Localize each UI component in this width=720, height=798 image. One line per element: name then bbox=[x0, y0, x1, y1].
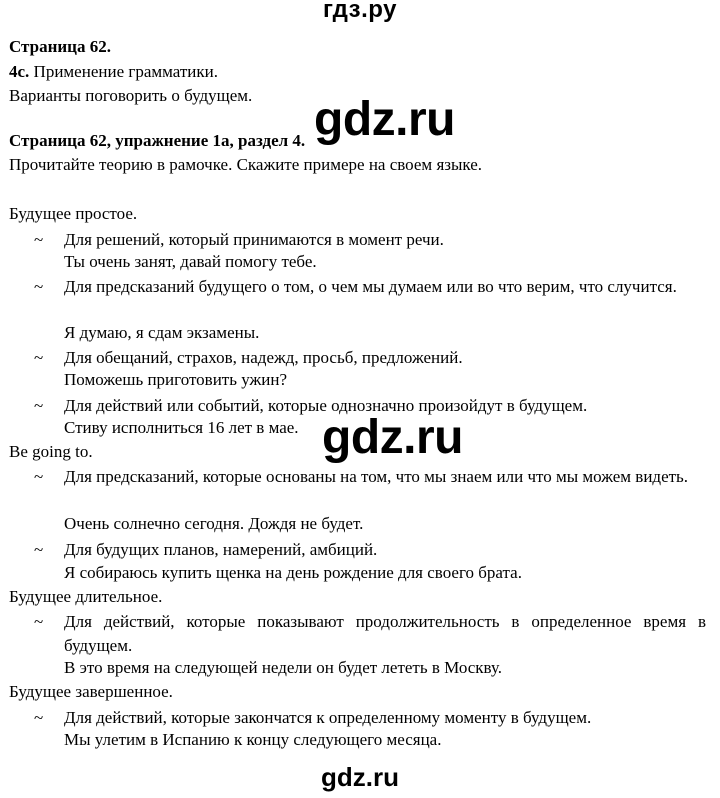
lesson-number: 4c. bbox=[9, 62, 30, 81]
rule-item: Для действий, которые показывают продолжительность в определенное время в будущем. bbox=[64, 612, 706, 655]
watermark-middle-2: gdz.ru bbox=[322, 411, 463, 464]
bullet-tilde: ~ bbox=[34, 348, 44, 367]
section-heading-future-simple: Будущее простое. bbox=[9, 204, 138, 223]
example-sentence: Я думаю, я сдам экзамены. bbox=[64, 323, 260, 342]
rule-item: Для действий или событий, которые однозначно произойдут в будущем. bbox=[64, 396, 588, 415]
bullet-tilde: ~ bbox=[34, 277, 44, 296]
watermark-top: гдз.ру bbox=[323, 0, 397, 23]
rule-item: Для будущих планов, намерений, амбиций. bbox=[64, 540, 378, 559]
rule-item: Для предсказаний будущего о том, о чем мы думаем или во что верим, что случится. bbox=[64, 277, 677, 296]
example-sentence: В это время на следующей недели он будет лететь в Москву. bbox=[64, 658, 503, 677]
section-heading-future-continuous: Будущее длительное. bbox=[9, 587, 163, 606]
bullet-tilde: ~ bbox=[34, 230, 44, 249]
section-heading-be-going-to: Be going to. bbox=[9, 442, 93, 461]
rule-item: Для предсказаний, которые основаны на том, что мы знаем или что мы можем видеть. bbox=[64, 467, 689, 486]
bullet-tilde: ~ bbox=[34, 612, 44, 631]
section-heading-future-perfect: Будущее завершенное. bbox=[9, 682, 173, 701]
page-heading: Страница 62. bbox=[9, 37, 111, 56]
watermark-bottom: gdz.ru bbox=[321, 762, 399, 792]
example-sentence: Стиву исполниться 16 лет в мае. bbox=[64, 418, 299, 437]
lesson-title: Применение грамматики. bbox=[29, 62, 219, 81]
example-sentence: Ты очень занят, давай помогу тебе. bbox=[64, 252, 317, 271]
lesson-heading bbox=[9, 62, 218, 82]
example-sentence: Я собираюсь купить щенка на день рождение для своего брата. bbox=[64, 563, 522, 582]
bullet-tilde: ~ bbox=[34, 708, 44, 727]
lesson-subtitle: Варианты поговорить о будущем. bbox=[9, 86, 253, 105]
exercise-title: Страница 62, упражнение 1a, раздел 4. bbox=[9, 131, 306, 150]
example-sentence: Очень солнечно сегодня. Дождя не будет. bbox=[64, 514, 364, 533]
rule-item: Для действий, которые закончатся к определенному моменту в будущем. bbox=[64, 708, 592, 727]
rule-item: Для решений, который принимаются в момент речи. bbox=[64, 230, 444, 249]
watermark-middle-1: gdz.ru bbox=[314, 93, 455, 146]
rule-item: Для обещаний, страхов, надежд, просьб, предложений. bbox=[64, 348, 463, 367]
bullet-tilde: ~ bbox=[34, 396, 44, 415]
bullet-tilde: ~ bbox=[34, 540, 44, 559]
example-sentence: Мы улетим в Испанию к концу следующего месяца. bbox=[64, 730, 442, 749]
exercise-instruction: Прочитайте теорию в рамочке. Скажите примере на своем языке. bbox=[9, 155, 483, 174]
bullet-tilde: ~ bbox=[34, 467, 44, 486]
example-sentence: Поможешь приготовить ужин? bbox=[64, 370, 287, 389]
